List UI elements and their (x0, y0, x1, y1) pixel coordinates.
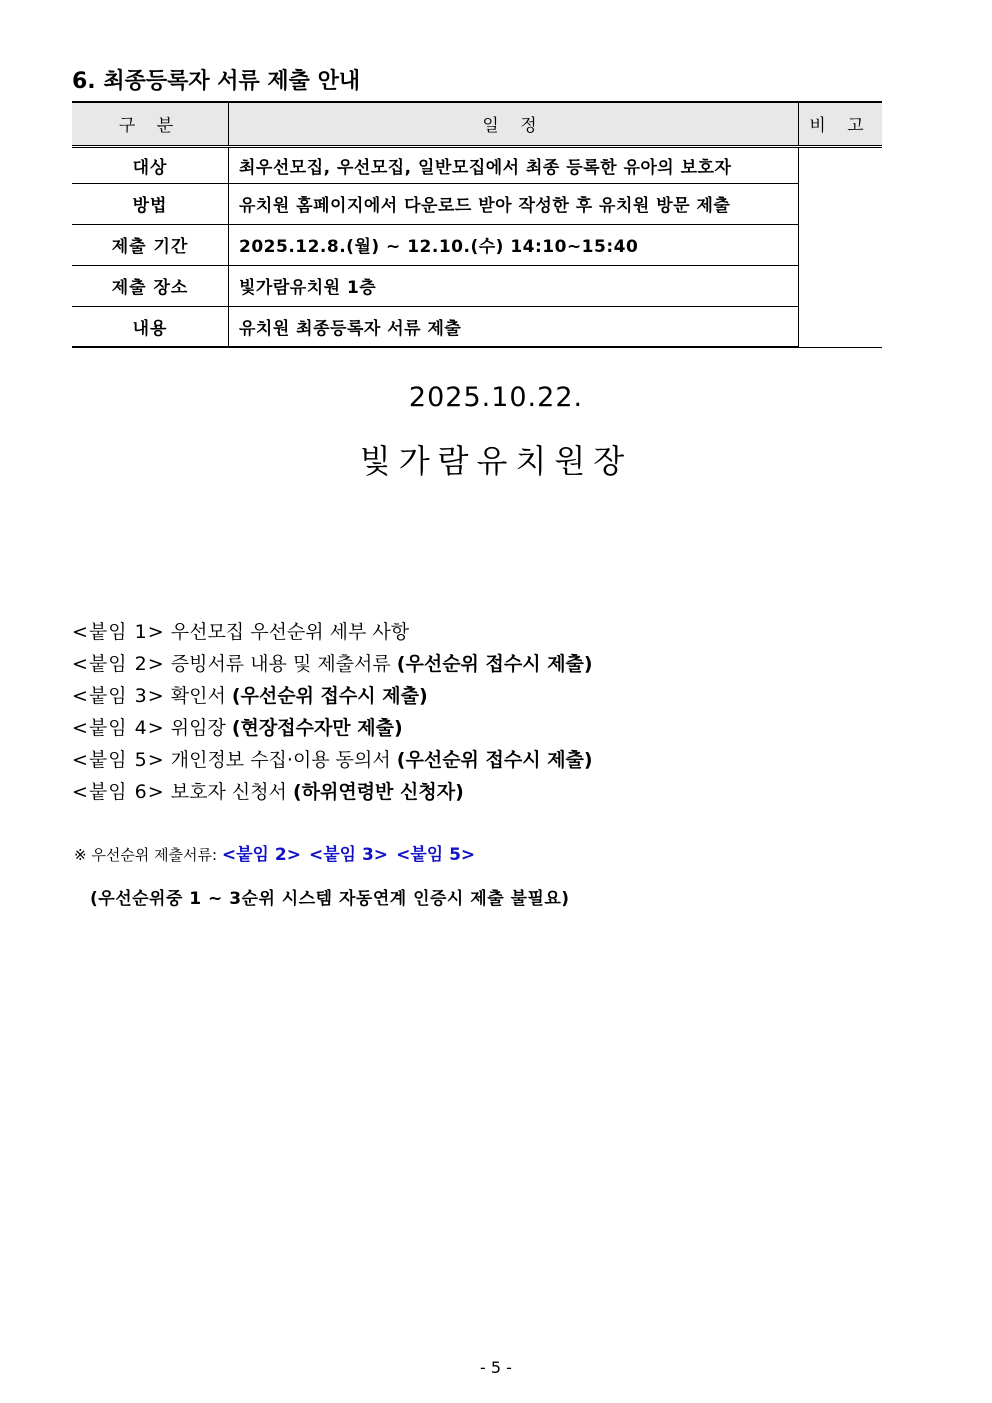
attachment-item (72, 744, 593, 776)
notice-attachment-ref: <붙임 5> (396, 845, 476, 865)
attachment-note: (우선순위 접수시 제출) (396, 653, 593, 675)
attachment-text: 보호자 신청서 (170, 781, 287, 803)
attachment-item (72, 616, 593, 648)
signer-name: 빛가람유치원장 (359, 442, 633, 480)
table-header-row (72, 102, 882, 146)
attachment-item (72, 776, 593, 808)
row-label: 내용 (72, 306, 229, 347)
attachment-text: 우선모집 우선순위 세부 사항 (170, 621, 410, 643)
table-row (72, 306, 882, 347)
notice-attachment-ref: <붙임 3> (308, 845, 389, 865)
priority-documents-notice (74, 840, 483, 865)
notice-label: ※ 우선순위 제출서류: (74, 846, 218, 864)
document-date: 2025.10.22. (408, 382, 584, 413)
row-value: 최우선모집, 우선모집, 일반모집에서 최종 등록한 유아의 보호자 (229, 146, 799, 183)
row-label: 제출 기간 (72, 224, 229, 265)
header-remarks: 비 고 (799, 102, 883, 146)
attachment-item (72, 680, 593, 712)
attachment-note: (우선순위 접수시 제출) (231, 685, 428, 707)
attachment-tag: <붙임 2> (72, 653, 165, 675)
attachment-tag: <붙임 4> (72, 717, 165, 739)
attachment-text: 위임장 (170, 717, 226, 739)
notice-attachment-ref: <붙임 2> (221, 845, 301, 865)
attachment-note: (우선순위 접수시 제출) (396, 749, 593, 771)
page-number: - 5 - (480, 1358, 512, 1377)
attachment-tag: <붙임 3> (72, 685, 165, 707)
attachment-tag: <붙임 5> (72, 749, 165, 771)
attachment-tag: <붙임 1> (72, 621, 165, 643)
row-label: 방법 (72, 183, 229, 224)
attachment-text: 확인서 (170, 685, 226, 707)
remarks-cell (799, 146, 883, 347)
schedule-table (72, 101, 882, 348)
table-row (72, 183, 882, 224)
attachment-list (72, 616, 593, 808)
row-value: 유치원 최종등록자 서류 제출 (229, 306, 799, 347)
attachment-text: 증빙서류 내용 및 제출서류 (170, 653, 391, 675)
attachment-note: (현장접수자만 제출) (231, 717, 403, 739)
notice-detail: (우선순위중 1 ~ 3순위 시스템 자동연계 인증시 제출 불필요) (90, 889, 570, 909)
row-label: 대상 (72, 146, 229, 183)
table-row (72, 224, 882, 265)
table-row (72, 265, 882, 306)
header-category: 구 분 (72, 102, 229, 146)
section-title: 6. 최종등록자 서류 제출 안내 (72, 69, 361, 94)
attachment-item (72, 648, 593, 680)
attachment-tag: <붙임 6> (72, 781, 165, 803)
attachment-item (72, 712, 593, 744)
header-schedule: 일 정 (229, 102, 799, 146)
table-row (72, 146, 882, 183)
attachment-note: (하위연령반 신청자) (292, 781, 464, 803)
row-label: 제출 장소 (72, 265, 229, 306)
row-value: 유치원 홈페이지에서 다운로드 받아 작성한 후 유치원 방문 제출 (229, 183, 799, 224)
row-value: 빛가람유치원 1층 (229, 265, 799, 306)
row-value: 2025.12.8.(월) ~ 12.10.(수) 14:10~15:40 (229, 224, 799, 265)
attachment-text: 개인정보 수집·이용 동의서 (170, 749, 391, 771)
